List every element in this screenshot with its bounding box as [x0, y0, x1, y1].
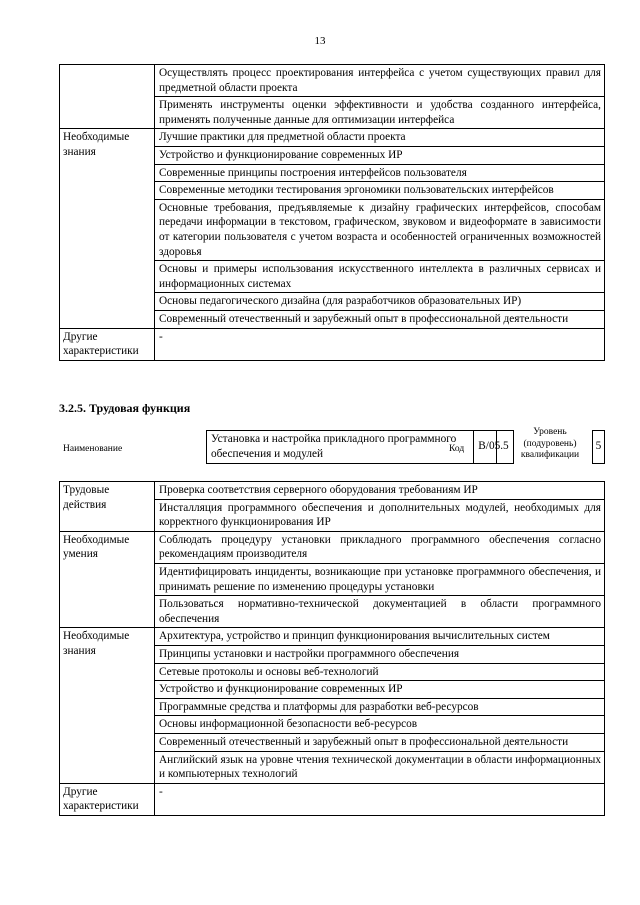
name-label: Наименование [63, 444, 123, 454]
table-row [60, 531, 605, 563]
requirement-item: Идентифицировать инциденты, возникающие при установке программного обеспечения, и принимать решение по изменению процедуры установки [155, 563, 605, 595]
requirement-item: Основы информационной безопасности веб-ресурсов [155, 716, 605, 734]
table-row [60, 783, 605, 815]
requirement-item: - [155, 328, 605, 360]
requirement-item: - [155, 783, 605, 815]
requirement-item: Основные требования, предъявляемые к дизайну графических интерфейсов, способам передачи информации в текстовом, графическом, звуковом и видеоформате в зависимости от категории пользователя с учетом возраста и особенностей ограниченных возможностей здоровья [155, 199, 605, 260]
level-value: 5 [592, 430, 605, 464]
requirement-item: Архитектура, устройство и принцип функционирования вычислительных систем [155, 628, 605, 646]
requirement-item: Английский язык на уровне чтения технической документации в области информационных и компьютерных технологий [155, 751, 605, 783]
requirement-item: Современные принципы построения интерфейсов пользователя [155, 164, 605, 182]
requirements-table-bottom [59, 481, 605, 816]
table-row [60, 328, 605, 360]
requirement-item: Пользоваться нормативно-технической документацией в области программного обеспечения [155, 596, 605, 628]
requirement-item: Основы педагогического дизайна (для разработчиков образовательных ИР) [155, 293, 605, 311]
requirement-item: Соблюдать процедуру установки прикладного программного обеспечения согласно рекомендациям производителя [155, 531, 605, 563]
table-row [60, 482, 605, 500]
requirement-item: Программные средства и платформы для разработки веб-ресурсов [155, 698, 605, 716]
labor-function-header [59, 425, 605, 467]
requirement-item: Современные методики тестирования эргономики пользовательских интерфейсов [155, 182, 605, 200]
table-row [60, 129, 605, 147]
row-group-label: Другие характеристики [60, 328, 155, 360]
requirement-item: Сетевые протоколы и основы веб-технологий [155, 663, 605, 681]
row-group-label: Необходимые знания [60, 129, 155, 328]
requirement-item: Основы и примеры использования искусственного интеллекта в различных сервисах и информационных системах [155, 261, 605, 293]
requirement-item: Принципы установки и настройки программного обеспечения [155, 645, 605, 663]
table-row [60, 65, 605, 97]
requirement-item: Устройство и функционирование современных ИР [155, 681, 605, 699]
requirement-item: Лучшие практики для предметной области проекта [155, 129, 605, 147]
requirements-table-top [59, 64, 605, 361]
table-row [60, 628, 605, 646]
row-group-label: Другие характеристики [60, 783, 155, 815]
row-group-label: Необходимые умения [60, 531, 155, 628]
row-group-label: Трудовые действия [60, 482, 155, 532]
level-label: Уровень (подуровень) квалификации [520, 427, 580, 460]
code-value: В/05.5 [473, 430, 514, 464]
page-number: 13 [314, 35, 326, 47]
section-heading: 3.2.5. Трудовая функция [59, 401, 191, 415]
row-group-label: Необходимые знания [60, 628, 155, 783]
requirement-item: Инсталляция программного обеспечения и дополнительных модулей, необходимых для корректного функционирования ИР [155, 499, 605, 531]
requirement-item: Осуществлять процесс проектирования интерфейса с учетом существующих правил для предметной области проекта [155, 65, 605, 97]
row-group-label [60, 65, 155, 129]
requirement-item: Современный отечественный и зарубежный опыт в профессиональной деятельности [155, 310, 605, 328]
name-value: Установка и настройка прикладного программного обеспечения и модулей [206, 430, 497, 464]
code-label: Код [449, 444, 465, 454]
requirement-item: Применять инструменты оценки эффективности и удобства созданного интерфейса, применять полученные данные для оптимизации интерфейса [155, 97, 605, 129]
requirement-item: Устройство и функционирование современных ИР [155, 146, 605, 164]
requirement-item: Проверка соответствия серверного оборудования требованиям ИР [155, 482, 605, 500]
requirement-item: Современный отечественный и зарубежный опыт в профессиональной деятельности [155, 733, 605, 751]
